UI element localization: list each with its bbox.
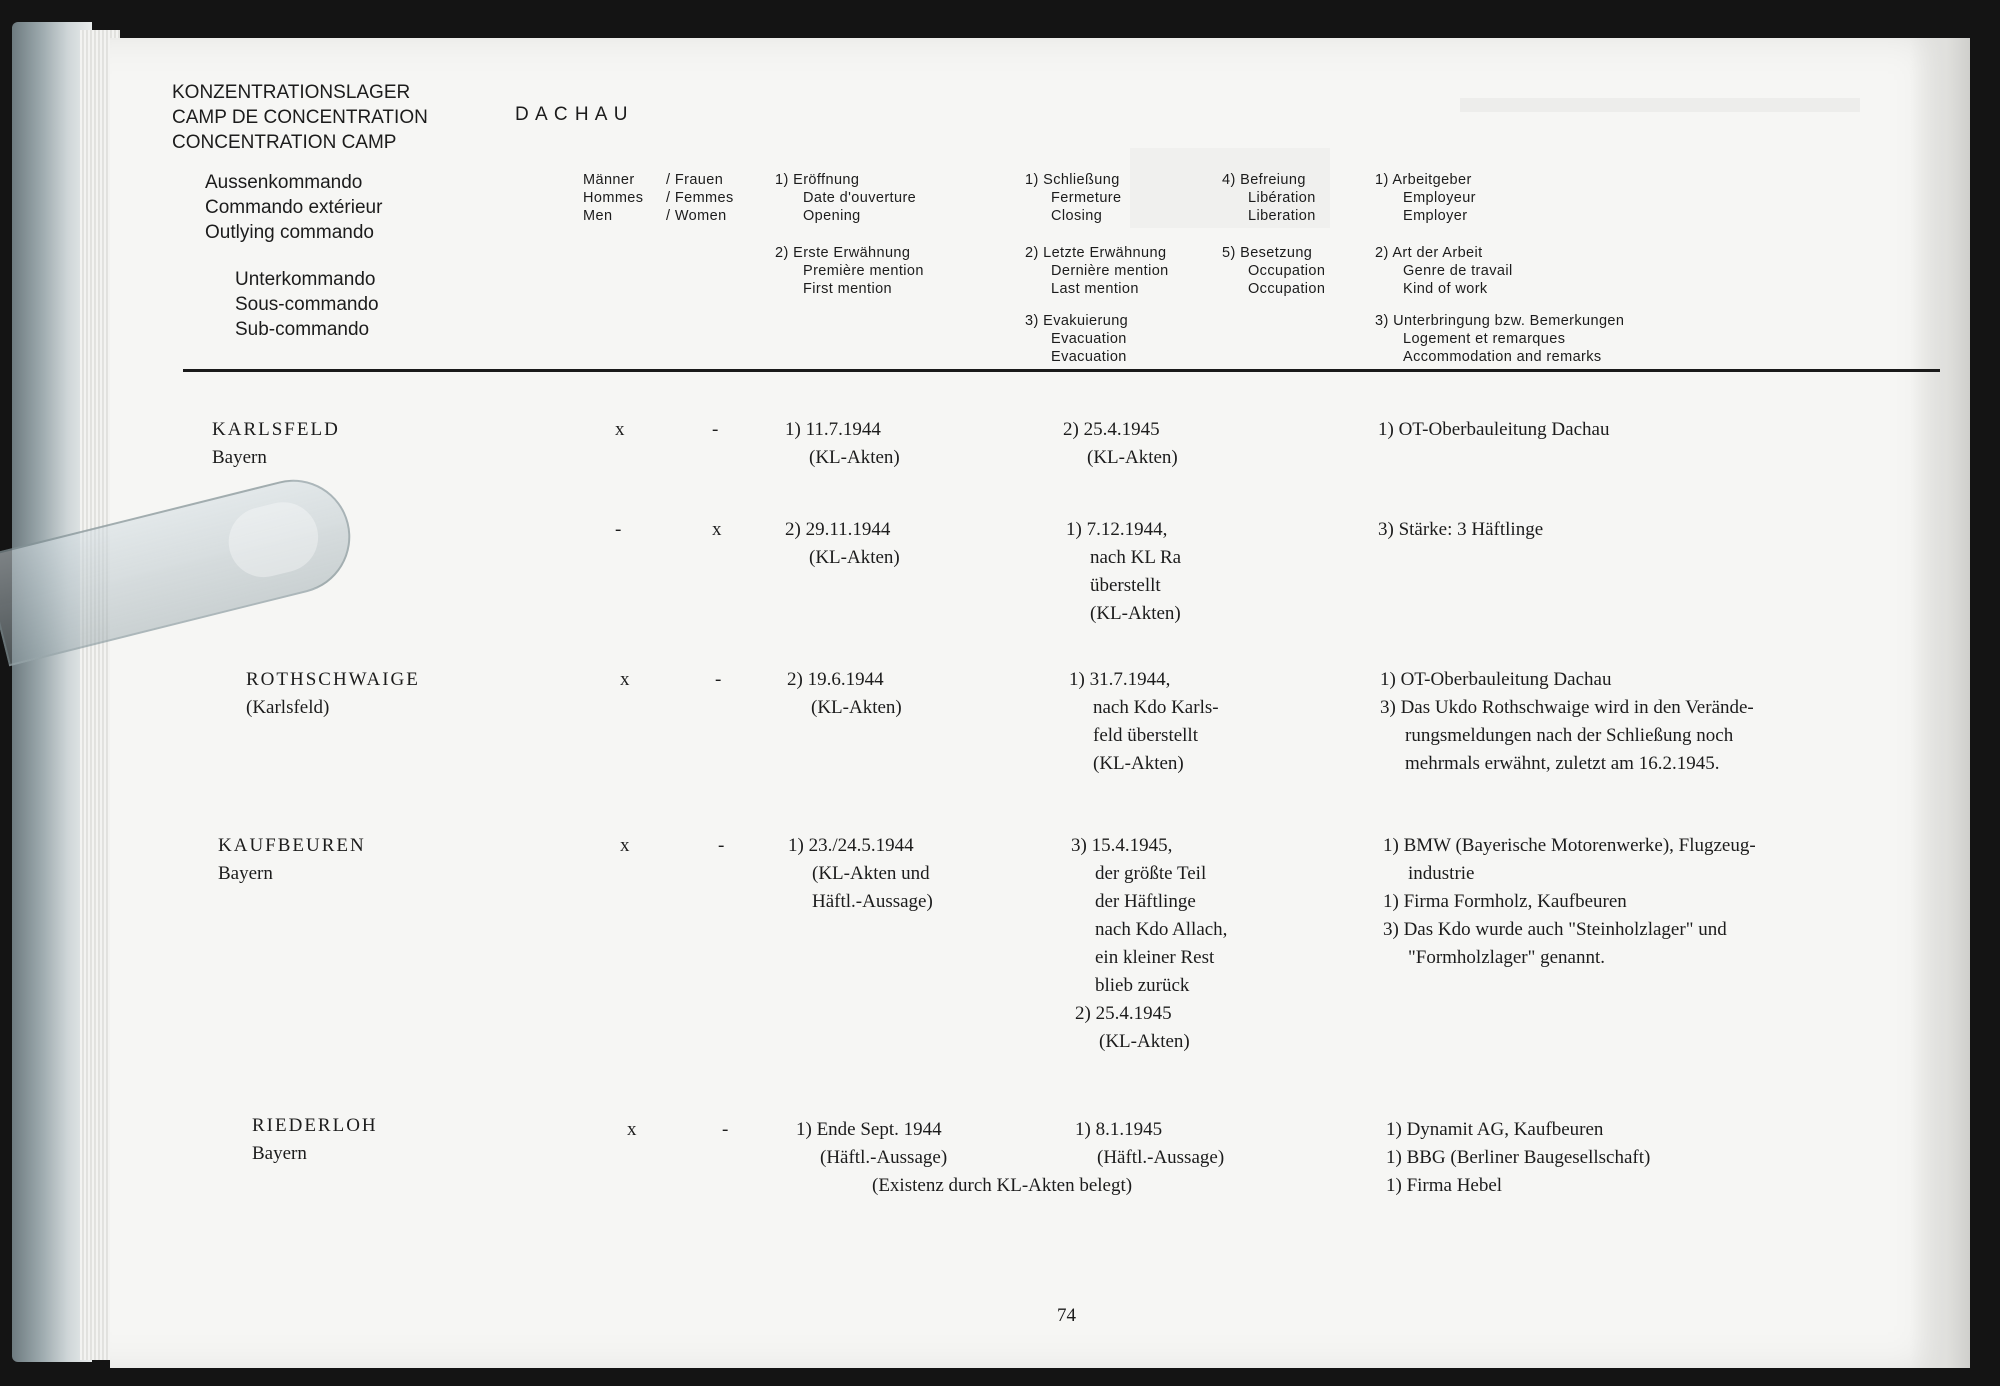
opening-date: 1) 11.7.1944 (KL-Akten) xyxy=(785,419,900,468)
first-mention-date: 2) 19.6.1944 (KL-Akten) xyxy=(787,669,902,718)
commando-region: Bayern xyxy=(252,1143,307,1164)
page-number: 74 xyxy=(1057,1305,1076,1326)
column-header-first-mention: 2) Erste Erwähnung Première mention First mention xyxy=(775,245,924,297)
commando-region: Bayern xyxy=(212,447,267,468)
commando-name: RIEDERLOH xyxy=(252,1115,378,1136)
column-header-men: Männer Hommes Men xyxy=(583,172,644,224)
column-header-subcommando: Unterkommando Sous-commando Sub-commando xyxy=(235,269,379,340)
column-header-last-mention: 2) Letzte Erwähnung Dernière mention Last mention xyxy=(1025,245,1169,297)
title-line: CAMP DE CONCENTRATION xyxy=(172,107,428,128)
commando-name: KARLSFELD xyxy=(212,419,340,440)
opening-date: 1) 23./24.5.1944 (KL-Akten und Häftl.-Aussage) xyxy=(788,835,933,912)
first-mention-date: 2) 29.11.1944 (KL-Akten) xyxy=(785,519,900,568)
men-mark: x xyxy=(627,1119,637,1140)
women-mark: - xyxy=(712,419,719,440)
women-mark: - xyxy=(718,835,725,856)
closing-date: 1) 7.12.1944, nach KL Ra überstellt (KL-Akten) xyxy=(1066,519,1182,624)
remarks: 1) OT-Oberbauleitung Dachau xyxy=(1378,419,1610,440)
commando-region: (Karlsfeld) xyxy=(246,697,330,718)
commando-name: ROTHSCHWAIGE xyxy=(246,669,420,690)
remarks: 1) OT-Oberbauleitung Dachau 3) Das Ukdo Rothschwaige wird in den Verände- rungsmeldungen nach der Schließung noch mehrmals erwähnt, zuletzt am 16.2.1945. xyxy=(1380,669,1754,774)
opening-date: 1) Ende Sept. 1944 (Häftl.-Aussage) xyxy=(796,1119,948,1168)
entry-kaufbeuren xyxy=(218,832,366,888)
remarks: 3) Stärke: 3 Häftlinge xyxy=(1378,519,1544,540)
column-header-opening: 1) Eröffnung Date d'ouverture Opening xyxy=(775,172,917,224)
column-header-closing: 1) Schließung Fermeture Closing xyxy=(1025,172,1122,224)
column-header-liberation: 4) Befreiung Libération Liberation xyxy=(1222,172,1316,224)
commando-region: Bayern xyxy=(218,863,273,884)
title-line: KONZENTRATIONSLAGER xyxy=(172,82,411,103)
column-header-accommodation: 3) Unterbringung bzw. Bemerkungen Logement et remarques Accommodation and remarks xyxy=(1375,313,1625,365)
entry-riederloh xyxy=(252,1112,378,1168)
title-line: CONCENTRATION CAMP xyxy=(172,132,397,153)
entry-karlsfeld xyxy=(212,416,340,472)
men-mark: x xyxy=(620,835,630,856)
closing-date: 1) 8.1.1945 (Häftl.-Aussage) xyxy=(1075,1119,1225,1168)
evacuation-closing: 3) 15.4.1945, der größte Teil der Häftlinge nach Kdo Allach, ein kleiner Rest blieb zurück 2) 25.4.1945 (KL-Akten) xyxy=(1071,835,1228,1052)
header-divider-rule xyxy=(183,369,1940,372)
commando-name: KAUFBEUREN xyxy=(218,835,366,856)
column-header-kind-of-work: 2) Art der Arbeit Genre de travail Kind of work xyxy=(1375,245,1513,297)
camp-name: D A C H A U xyxy=(515,104,629,125)
men-mark: x xyxy=(615,419,625,440)
column-header-employer: 1) Arbeitgeber Employeur Employer xyxy=(1375,172,1476,224)
closing-date: 1) 31.7.1944, nach Kdo Karls- feld überstellt (KL-Akten) xyxy=(1069,669,1219,774)
men-mark: x xyxy=(620,669,630,690)
column-header-commando: Aussenkommando Commando extérieur Outlying commando xyxy=(205,172,383,243)
column-header-evacuation: 3) Evakuierung Evacuation Evacuation xyxy=(1025,313,1129,365)
women-mark: - xyxy=(715,669,722,690)
men-mark: - xyxy=(615,519,622,540)
women-mark: - xyxy=(722,1119,729,1140)
remarks: 1) BMW (Bayerische Motorenwerke), Flugzeug- industrie 1) Firma Formholz, Kaufbeuren 3) Das Kdo wurde auch "Steinholzlager" und "Formholzlager" genannt. xyxy=(1383,835,1756,968)
entry-rothschwaige xyxy=(246,666,420,722)
page-title-block xyxy=(172,80,428,155)
closing-date: 2) 25.4.1945 (KL-Akten) xyxy=(1063,419,1178,468)
women-mark: x xyxy=(712,519,722,540)
remarks: 1) Dynamit AG, Kaufbeuren 1) BBG (Berliner Baugesellschaft) 1) Firma Hebel xyxy=(1386,1119,1651,1196)
column-header-occupation: 5) Besetzung Occupation Occupation xyxy=(1222,245,1326,297)
existence-note: (Existenz durch KL-Akten belegt) xyxy=(872,1175,1133,1196)
column-header-women: / Frauen / Femmes / Women xyxy=(666,172,734,224)
